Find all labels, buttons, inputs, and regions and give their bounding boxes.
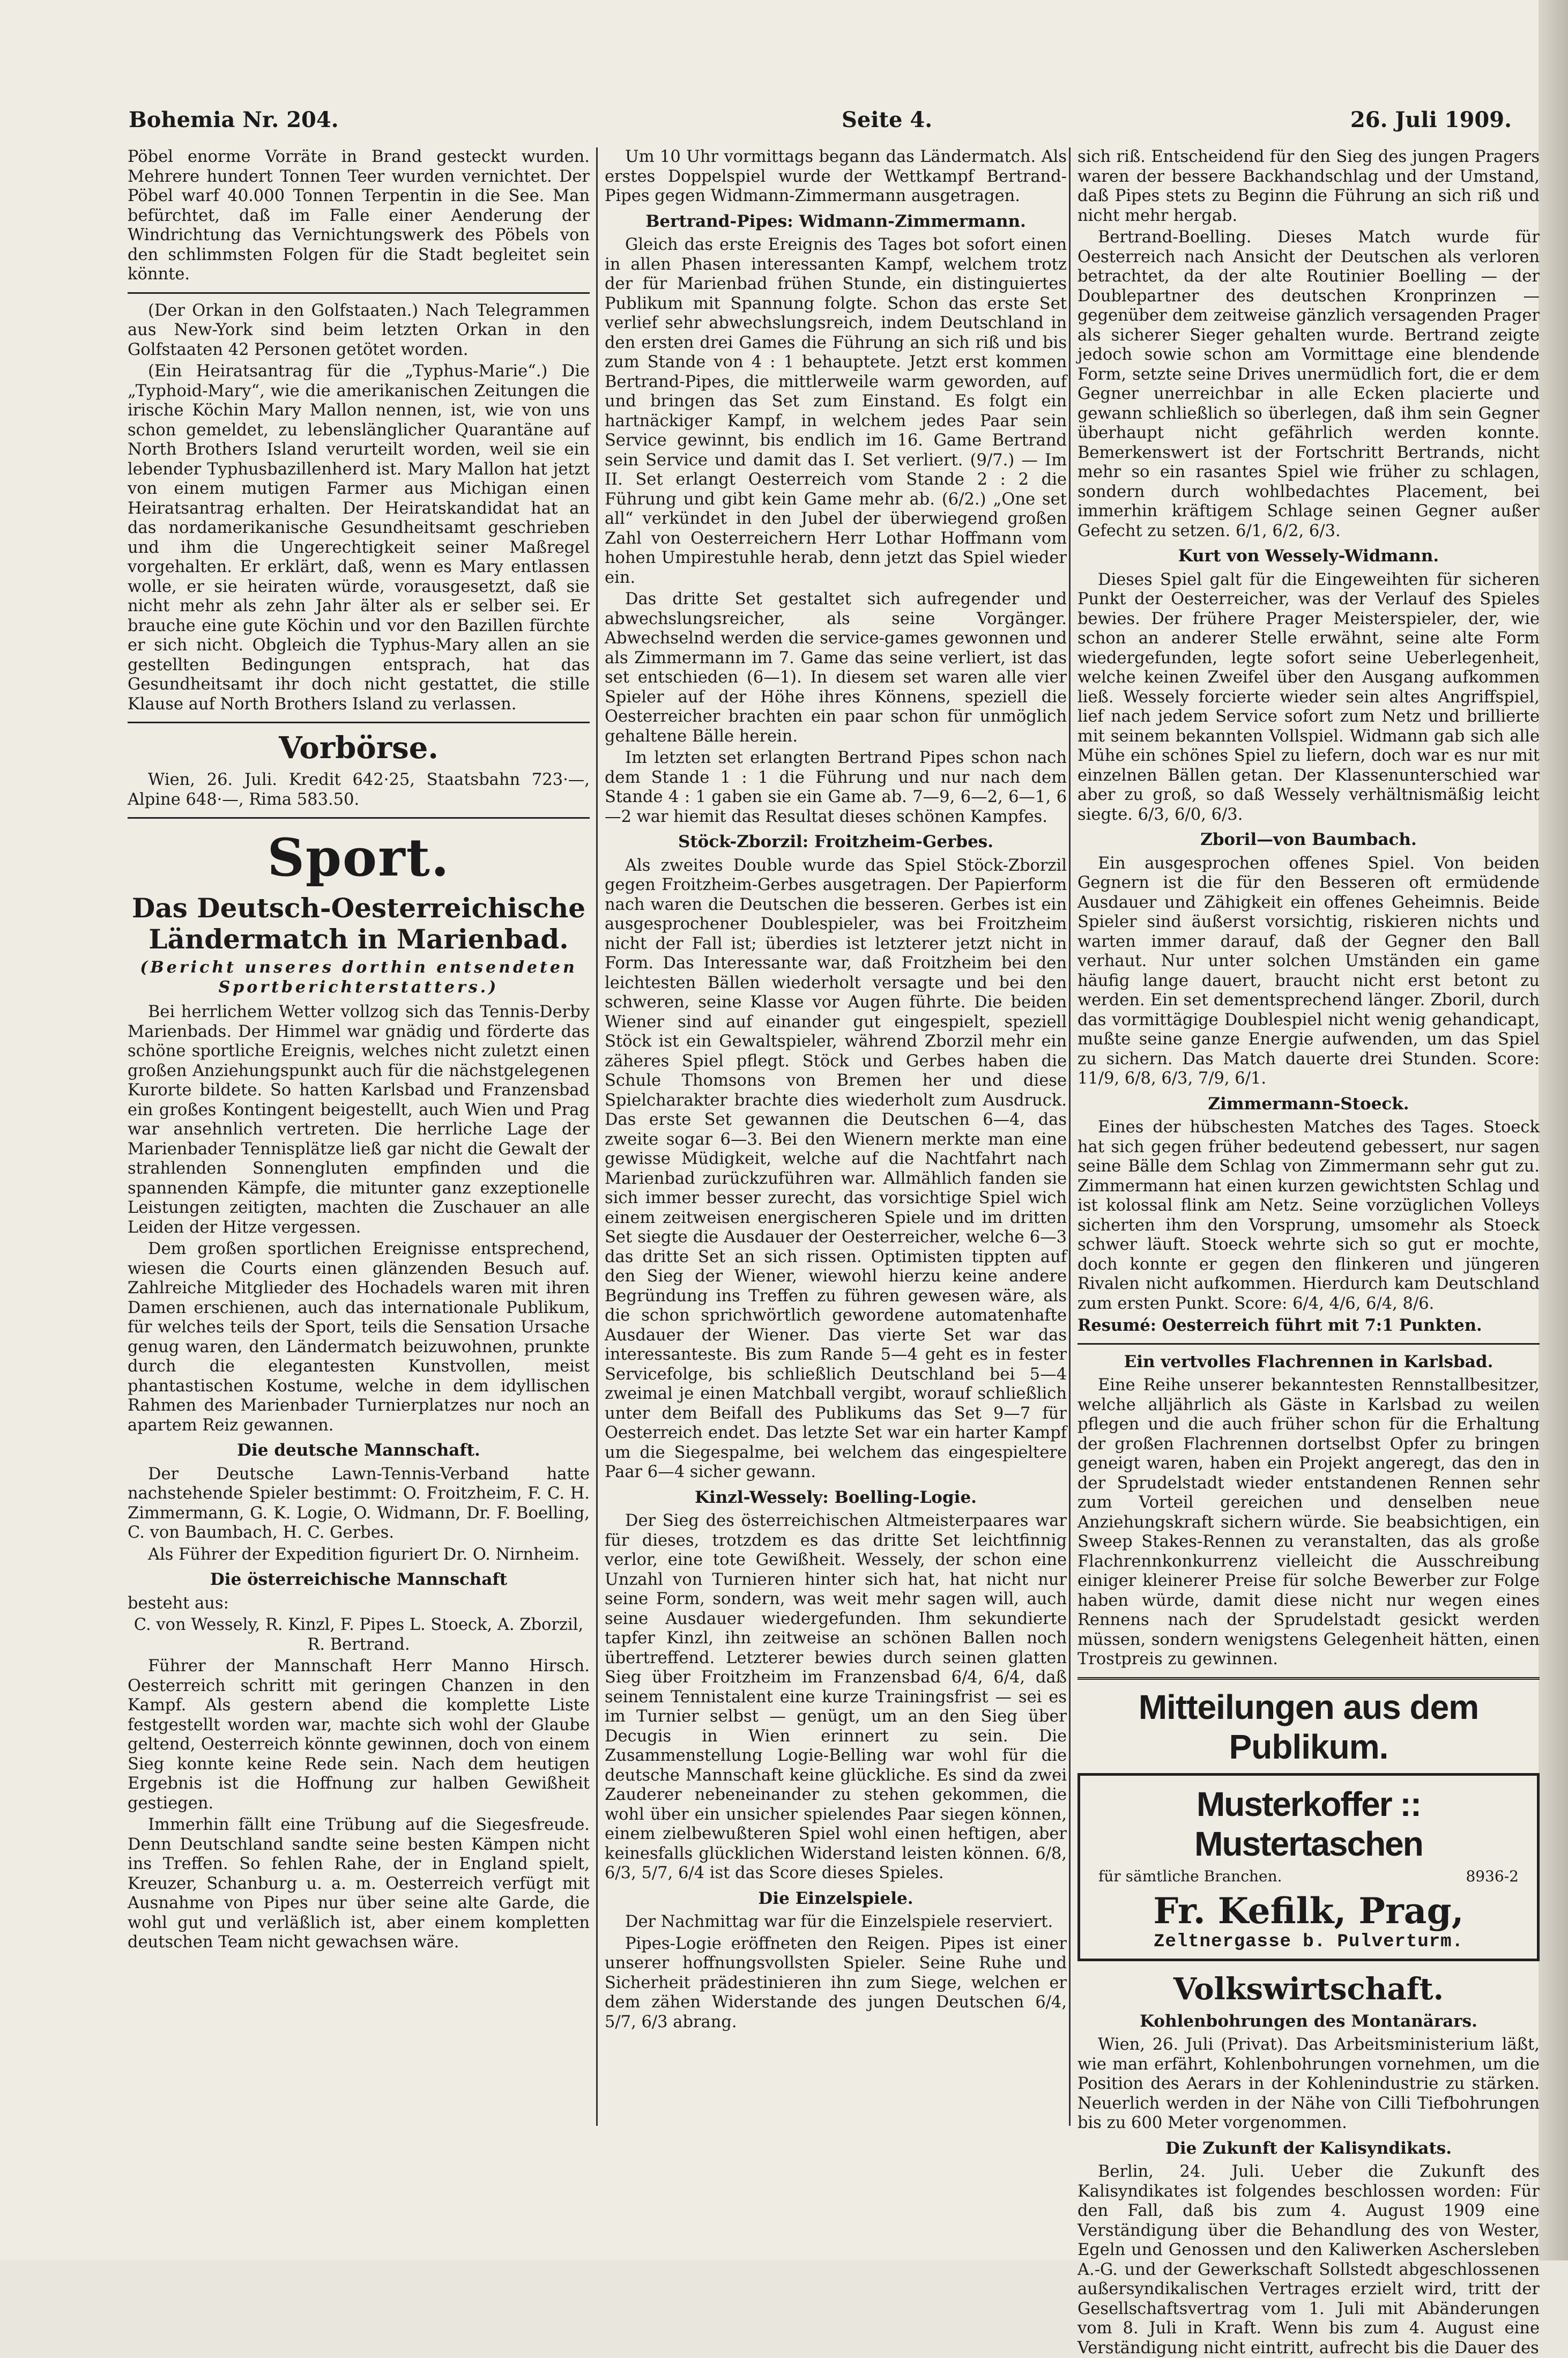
page-edge <box>1539 0 1568 2260</box>
paragraph: Der Sieg des österreichischen Altmeisterpaares war für dieses, trotzdem es das dritte Set leichtfinnig verlor, eine tote Gewißheit. Wessely, der schon eine Unzahl von Turnieren hinter sich hat, hat nicht nur seine Form, sondern, was weit mehr sagen will, auch seine Ausdauer wiedergefunden. Ihm sekundierte tapfer Kinzl, ihn zeitweise an schönen Ballen noch übertreffend. Letzterer bewies durch seinen glatten Sieg über Froitzheim im Franzensbad 6/4, 6/4, daß seinem Tennistalent eine kurze Trainingsfrist — sei es im Turnier selbst — genügt, um an den Sieg über Decugis in Wien erinnert zu sein. Die Zusammenstellung Logie-Belling war wohl für die deutsche Mannschaft keine glückliche. Es sind da zwei Zauderer nebeneinander zu stehen gekommen, die wohl über ein unsicher spielendes Paar siegen können, einem zielbewußteren Spiel wohl einen heftigen, aber keinesfalls glücklichen Widerstand leisten können. 6/8, 6/3, 5/7, 6/4 ist das Score dieses Spieles. <box>605 1511 1067 1882</box>
divider <box>128 817 590 819</box>
ad-branchen: für sämtliche Branchen. <box>1098 1867 1282 1885</box>
subheading: Kohlenbohrungen des Montanärars. <box>1140 2011 1477 2031</box>
resume-line: Resumé: Oesterreich führt mit 7:1 Punkten. <box>1077 1316 1482 1335</box>
ad-company: Fr. Kefilk, Prag, <box>1153 1890 1464 1932</box>
paragraph: Das dritte Set gestaltet sich aufregender und abwechslungsreicher, als seine Vorgänger. Abwechselnd werden die service-games gewonnen und als Zimmermann im 7. Game das seine verliert, ist das set entschieden (6—1). In diesem set waren alle vier Spieler auf der Höhe ihres Könnens, speziell die Oesterreicher brachten ein paar schon für unmöglich gehaltene Bälle herein. <box>605 590 1067 746</box>
divider <box>128 292 590 294</box>
subheading: Die Einzelspiele. <box>758 1888 913 1908</box>
paragraph: Berlin, 24. Juli. Ueber die Zukunft des Kalisyndikates ist folgendes beschlossen worden: Für den Fall, daß bis zum 4. August 1909 eine Verständigung über die Behandlung des von Wester, Egeln und Genossen und den Kaliwerken Aschersleben A.-G. und der Gewerkschaft Sollstedt abgeschlossenen außersyndikalischen Vertrages erzielt wird, tritt der Gesellschaftsvertrag vom 1. Juli mit Abänderungen vom 8. Juli in Kraft. Wenn bis zum 4. August eine Verständigung nicht eintritt, aufrecht bis die Dauer des <box>1077 2162 1540 2357</box>
paragraph: Bertrand-Boelling. Dieses Match wurde für Oesterreich nach Ansicht der Deutschen als verloren betrachtet, da der alte Routinier Boelling — der Doublepartner des deutschen Kronprinzen — gegenüber dem zeitweise gänzlich versagenden Prager als sicherer Sieger gehalten wurde. Bertrand zeigte jedoch sowie schon am Vormittage eine blendende Form, setzte seine Drives unermüdlich fort, die er dem Gegner unerreichbar in alle Ecken placierte und gewann schließlich so überlegen, daß ihm sein Gegner überhaupt nicht gefährlich werden konnte. Bemerkenswert ist der Fortschritt Bertrands, nicht mehr so ein rasantes Spiel wie früher zu schlagen, sondern durch wohlbedachtes Placement, bei immerhin kräftigem Schlage seinen Gegner außer Gefecht zu setzen. 6/1, 6/2, 6/3. <box>1077 228 1540 540</box>
paragraph: Im letzten set erlangten Bertrand Pipes schon nach dem Stande 1 : 1 die Führung und nur nach dem Stande 4 : 1 gaben sie ein Game ab. 7—9, 6—2, 6—1, 6—2 war hiemit das Resultat dieses schönen Kampfes. <box>605 748 1067 826</box>
paragraph: Als Führer der Expedition figuriert Dr. O. Nirnheim. <box>148 1545 580 1564</box>
paragraph: Gleich das erste Ereignis des Tages bot sofort einen in allen Phasen interessanten Kampf, welchem trotz der für Marienbad frühen Stunde, ein distinguiertes Publikum mit Spannung folgte. Schon das erste Set verlief sehr abwechslungsreich, indem Deutschland in den ersten drei Games die Führung an sich riß und bis zum Stande von 4 : 1 behauptete. Jetzt erst kommen Bertrand-Pipes, die mittlerweile warm geworden, auf und bringen das Set zum Einstand. Es folgt ein hartnäckiger Kampf, in welchem jedes Paar sein Service gewinnt, bis endlich im 16. Game Bertrand sein Service und damit das I. Set verliert. (9/7.) — Im II. Set erlangt Oesterreich vom Stande 2 : 2 die Führung und gibt kein Game mehr ab. (6/2.) „One set all“ verkündet in den Jubel der überwiegend großen Zahl von Oesterreichern Herr Lothar Hoffmann vom hohen Umpirestuhle herab, denn jetzt das Spiel wieder ein. <box>605 235 1067 587</box>
issue-date: 26. Juli 1909. <box>1350 107 1512 132</box>
team-list: C. von Wessely, R. Kinzl, F. Pipes L. Stoeck, A. Zborzil, R. Bertrand. <box>133 1615 584 1654</box>
article-subtitle: (Bericht unseres dorthin entsendeten Sportberichterstatters.) <box>140 958 577 997</box>
ad-headline: Musterkoffer :: Mustertaschen <box>1194 1784 1423 1863</box>
section-title-sport: Sport. <box>267 827 450 888</box>
paragraph: Um 10 Uhr vormittags begann das Ländermatch. Als erstes Doppelspiel wurde der Wettkampf Bertrand-Pipes gegen Widmann-Zimmermann ausgetragen. <box>605 147 1067 205</box>
ad-address: Zeltnergasse b. Pulverturm. <box>1154 1932 1463 1952</box>
paragraph: Wien, 26. Juli. Kredit 642·25, Staatsbahn 723·—, Alpine 648·—, Rima 583.50. <box>128 770 590 809</box>
paragraph: Immerhin fällt eine Trübung auf die Siegesfreude. Denn Deutschland sandte seine besten Kämpen nicht ins Treffen. So fehlen Rahe, der in England spielt, Kreuzer, Schanburg u. a. m. Oesterreich verfügt mit Ausnahme von Pipes nur über seine alte Garde, die wohl gut und verläßlich ist, aber einem kompletten deutschen Team nicht gewachsen wäre. <box>128 1815 590 1952</box>
ad-code: 8936-2 <box>1466 1867 1519 1885</box>
paragraph: Der Nachmittag war für die Einzelspiele reserviert. <box>625 1912 1053 1931</box>
subheading: Kinzl-Wessely: Boelling-Logie. <box>695 1487 977 1507</box>
subheading: Kurt von Wessely-Widmann. <box>1178 546 1439 566</box>
divider <box>128 722 590 723</box>
paragraph: Der Deutsche Lawn-Tennis-Verband hatte nachstehende Spieler bestimmt: O. Froitzheim, F. C. H. Zimmermann, G. K. Logie, O. Widmann, Dr. F. Boelling, C. von Baumbach, H. C. Gerbes. <box>128 1464 590 1542</box>
column-rule-1 <box>596 147 598 2126</box>
column-3 <box>1077 147 1540 2357</box>
subheading: Zimmermann-Stoeck. <box>1208 1094 1409 1114</box>
paragraph: besteht aus: <box>128 1593 229 1613</box>
paragraph: Dem großen sportlichen Ereignisse entsprechend, wiesen die Courts einen glänzenden Besuch auf. Zahlreiche Mitglieder des Hochadels waren mit ihren Damen erschienen, auch das internationale Publikum, für welches teils der Sport, teils die Sensation Ursache genug waren, den Ländermatch beizuwohnen, prunkte durch die elegantesten Kunstvollen, meist phantastischen Kostume, welche in dem idyllischen Rahmen des Marienbader Turnierplatzes nur noch an apartem Reiz gewannen. <box>128 1240 590 1435</box>
subheading: Die Zukunft der Kalisyndikats. <box>1165 2138 1452 2158</box>
subheading: Stöck-Zborzil: Froitzheim-Gerbes. <box>678 832 994 851</box>
page-number: Seite 4. <box>842 107 933 132</box>
article-title-laendermatch: Das Deutsch-Oesterreichische Ländermatch in Marienbad. <box>131 892 586 955</box>
column-2 <box>605 147 1067 2137</box>
subheading-deutsche-mannschaft: Die deutsche Mannschaft. <box>237 1441 480 1460</box>
page-header <box>129 102 1512 139</box>
divider <box>1077 1677 1540 1680</box>
paragraph: Als zweites Double wurde das Spiel Stöck-Zborzil gegen Froitzheim-Gerbes ausgetragen. Der Papierform nach waren die Deutschen die besseren. Gerbes ist ein ausgesprochener Doublespieler, was bei Froitzheim nicht der Fall ist; überdies ist letzterer jetzt nicht in Form. Das Interessante war, daß Froitzheim bei den leichtesten Bällen wiederholt versagte und bei den schweren, seine Klasse vor Augen führte. Die beiden Wiener sind auf einander gut eingespielt, speziell Stöck ist ein Gewaltspieler, während Zborzil mehr ein zäheres Spiel pflegt. Stöck und Gerbes haben die Schule Thomsons von Bremen her und diese Spielcharakter brachte dies wiederholt zum Ausdruck. Das erste Set gewannen die Deutschen 6—4, das zweite sogar 6—3. Bei den Wienern merkte man eine gewisse Müdigkeit, welche auf die Nachtfahrt nach Marienbad zurückzuführen war. Allmählich fanden sie sich immer besser zurecht, das vorsichtige Spiel wich einem zeitweisen energischeren Spiele und im dritten Set siegte die Ausdauer der Oesterreicher, welche 6—3 das dritte Set an sich rissen. Optimisten tippten auf den Sieg der Wiener, wiewohl hierzu keine andere Begründung ins Treffen zu führen gewesen wäre, als die schon sprichwörtlich gewordene automatenhafte Ausdauer der Wiener. Das vierte Set war das interessanteste. Bis zum Rande 5—4 geht es in fester Servicefolge, bis schließlich Deutschland bei 5—4 zweimal je einen Matchball vergibt, worauf schließlich unter dem Beifall des Publikums das Set 9—7 für Oesterreich endet. Das letzte Set war ein harter Kampf um die Siegespalme, bei welchem das eingespieltere Paar 6—4 sicher gewann. <box>605 856 1067 1481</box>
ad-subline <box>1088 1867 1529 1887</box>
section-title-vorboerse: Vorbörse. <box>279 730 439 766</box>
column-1 <box>128 147 590 2131</box>
paragraph: Pipes-Logie eröffneten den Reigen. Pipes ist einer unserer hoffnungsvollsten Spieler. Seine Ruhe und Sicherheit prädestinieren ihn zum Siege, welchen er dem zähen Widerstande des jungen Deutschen 6/4, 5/7, 6/3 abrang. <box>605 1934 1067 2031</box>
advertisement-box <box>1077 1773 1540 1961</box>
paragraph: Eine Reihe unserer bekanntesten Rennstallbesitzer, welche alljährlich als Gäste in Karlsbad zu weilen pflegen und die auch früher schon für die Erhaltung der großen Flachrennen dortselbst Opfer zu bringen geneigt waren, haben ein Projekt angeregt, das den in der Sprudelstadt wieder entstandenen Rennen sehr zum Vorteil gereichen und denselben neue Anziehungskraft sichern würde. Sie beabsichtigen, ein Sweep Stakes-Rennen zu veranstalten, das als große Flachrennkonkurrenz vielleicht die Ausschreibung einiger kleinerer Preise für solche Bewerber zur Folge haben würde, damit diese nicht nur wegen eines Rennens nach der Sprudelstadt gesickt werden müssen, sondern wenigstens Gelegenheit hätten, einen Trostpreis zu gewinnen. <box>1077 1376 1540 1669</box>
paragraph: Pöbel enorme Vorräte in Brand gesteckt wurden. Mehrere hundert Tonnen Teer wurden vernichtet. Der Pöbel warf 40.000 Tonnen Terpentin in die See. Man befürchtet, daß im Falle einer Aenderung der Windrichtung das Vernichtungswerk des Pöbels von den schlimmsten Folgen für die Stadt begleitet sein könnte. <box>128 147 590 284</box>
paragraph: (Ein Heiratsantrag für die „Typhus-Marie“.) Die „Typhoid-Mary“, wie die amerikanischen Zeitungen die irische Köchin Mary Mallon nennen, ist, wie von uns schon gemeldet, zu lebenslänglicher Quarantäne auf North Brothers Island verurteilt worden, weil sie ein lebender Typhusbazillenherd ist. Mary Mallon hat jetzt von einem mutigen Farmer aus Michigan einen Heiratsantrag erhalten. Der Heiratskandidat hat an das nordamerikanische Gesundheitsamt geschrieben und ihm die Ungerechtigkeit seiner Maßregel vorgehalten. Er erklärt, daß, wenn es Mary entlassen wolle, er sie heiraten würde, vorausgesetzt, daß sie nicht mehr als zehn Jahr älter als er selber sei. Er brauche eine gute Köchin und vor den Bazillen fürchte er sich nicht. Obgleich die Typhus-Mary allen an sie gestellten Bedingungen entsprach, hat das Gesundheitsamt ihr doch nicht gestattet, die stille Klause auf North Brothers Island zu verlassen. <box>128 362 590 714</box>
subheading: Zboril—von Baumbach. <box>1200 830 1417 849</box>
divider <box>1077 1343 1540 1345</box>
subheading-oesterreichische-mannschaft: Die österreichische Mannschaft <box>210 1570 508 1589</box>
paragraph: Führer der Mannschaft Herr Manno Hirsch. Oesterreich schritt mit geringen Chanzen in den Kampf. Als gestern abend die komplette Liste festgestellt worden war, machte sich wohl der Glaube geltend, Oesterreich könnte gewinnen, doch von einem Sieg konnte keine Rede sein. Nach dem heutigen Ergebnis ist die Hoffnung zur halben Gewißheit gestiegen. <box>128 1657 590 1813</box>
column-rule-2 <box>1069 147 1071 2126</box>
subheading: Bertrand-Pipes: Widmann-Zimmermann. <box>645 211 1026 231</box>
paragraph: Ein ausgesprochen offenes Spiel. Von beiden Gegnern ist die für den Besseren oft ermüdende Ausdauer und Zähigkeit ein offenes Geheimnis. Beide Spieler sind äußerst vorsichtig, riskieren nichts und warten immer darauf, daß der Gegner den Ball verhaut. Nur unter solchen Umständen ein game häufig lange dauert, braucht nicht erst betont zu werden. Ein set dementsprechend länger. Zboril, durch das vormittägige Doublespiel nicht wenig gehandicapt, mußte seine ganze Energie aufwenden, um das Spiel zu sichern. Das Match dauerte drei Stunden. Score: 11/9, 6/8, 6/3, 7/9, 6/1. <box>1077 854 1540 1088</box>
subheading: Ein vertvolles Flachrennen in Karlsbad. <box>1124 1352 1493 1371</box>
section-title-mitteilungen: Mitteilungen aus dem Publikum. <box>1138 1687 1479 1766</box>
paragraph: Bei herrlichem Wetter vollzog sich das Tennis-Derby Marienbads. Der Himmel war gnädig und förderte das schöne sportliche Ereignis, welches nicht zuletzt einen großen Anziehungspunkt auch für die nächstgelegenen Kurorte bildete. So hatten Karlsbad und Franzensbad ein großes Kontingent beigestellt, auch Wien und Prag war ansehnlich vertreten. Die herrliche Lage der Marienbader Tennisplätze ließ gar nicht die Gewalt der strahlenden Sonnengluten empfinden und die spannenden Kämpfe, die mitunter ganz exzeptionelle Leistungen zeitigten, machten die Zuschauer an alle Leiden der Hitze vergessen. <box>128 1003 590 1237</box>
paragraph: (Der Orkan in den Golfstaaten.) Nach Telegrammen aus New-York sind beim letzten Orkan in den Golfstaaten 42 Personen getötet worden. <box>128 301 590 359</box>
issue-number: Bohemia Nr. 204. <box>129 107 339 132</box>
paragraph: Dieses Spiel galt für die Eingeweihten für sicheren Punkt der Oesterreicher, was der Verlauf des Spieles bewies. Der frühere Prager Meisterspieler, der, wie schon an anderer Stelle erwähnt, seine alte Form wiedergefunden, legte sofort seine Ueberlegenheit, welche keinen Zweifel über den Ausgang aufkommen ließ. Wessely forcierte wieder sein altes Angriffspiel, lief nach jedem Service sofort zum Netz und brillierte mit seinem bekannten Vollspiel. Widmann gab sich alle Mühe ein schönes Spiel zu liefern, doch war es nur mit einzelnen Bällen getan. Der Klassenunterschied war aber zu groß, so daß Wessely verhältnismäßig leicht siegte. 6/3, 6/0, 6/3. <box>1077 570 1540 824</box>
paragraph: Wien, 26. Juli (Privat). Das Arbeitsministerium läßt, wie man erfährt, Kohlenbohrungen vornehmen, um die Position des Aerars in der Kohlenindustrie zu stärken. Neuerlich werden in der Nähe von Cilli Tiefbohrungen bis zu 600 Meter vorgenommen. <box>1077 2035 1540 2132</box>
paragraph: sich riß. Entscheidend für den Sieg des jungen Pragers waren der bessere Backhandschlag und der Umstand, daß Pipes stets zu Beginn die Führung an sich riß und nicht mehr hergab. <box>1077 147 1540 225</box>
paragraph: Eines der hübschesten Matches des Tages. Stoeck hat sich gegen früher bedeutend gebessert, nur sagen seine Bälle dem Schlag von Zimmermann sehr gut zu. Zimmermann hat einen kurzen gewichtsten Schlag und ist kolossal flink am Netz. Seine vorzüglichen Volleys sicherten ihm den Vorsprung, umsomehr als Stoeck schwer läuft. Stoeck wehrte sich so gut er mochte, doch konnte er gegen den flinkeren und jüngeren Rivalen nicht aufkommen. Hierdurch kam Deutschland zum ersten Punkt. Score: 6/4, 4/6, 6/4, 8/6. <box>1077 1118 1540 1313</box>
section-title-volkswirtschaft: Volkswirtschaft. <box>1173 1971 1444 2007</box>
